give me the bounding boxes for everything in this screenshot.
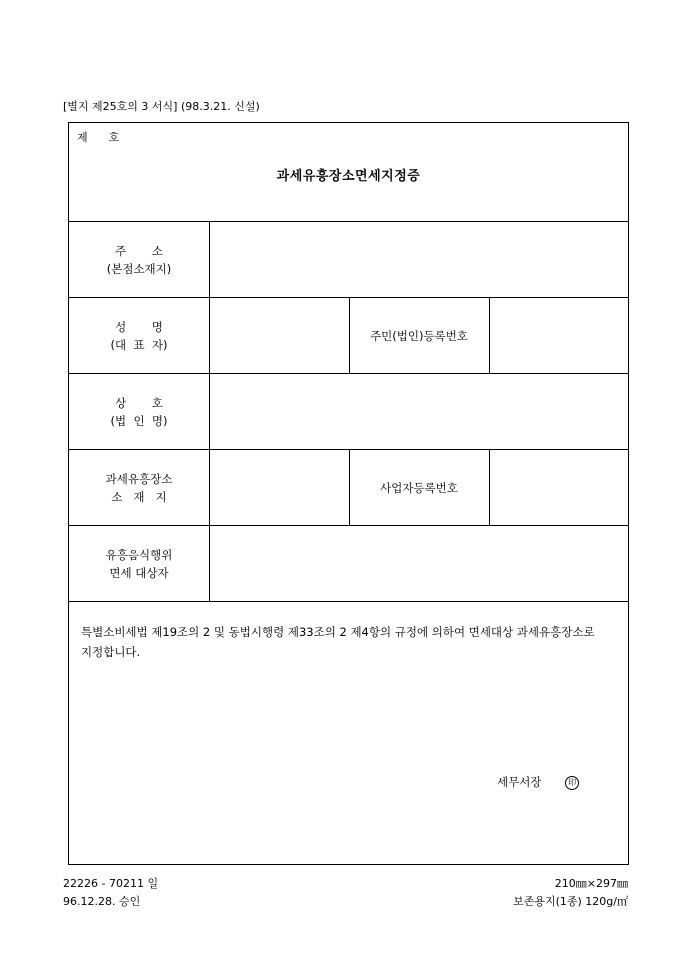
approval-date: 96.12.28. 승인 [63, 895, 141, 908]
venue-location-value[interactable] [210, 450, 349, 526]
address-label [69, 222, 209, 298]
title-block [69, 123, 628, 221]
document-number: 제 호 [77, 131, 120, 144]
name-value[interactable] [210, 298, 349, 374]
address-label-line2: (본점소재지) [106, 262, 172, 276]
statement-block [69, 601, 628, 864]
exempt-target-label [69, 526, 209, 602]
name-label-line1: 성 명 [115, 320, 163, 334]
row-venue-location [69, 449, 628, 526]
business-reg-no-value[interactable] [490, 450, 628, 526]
paper-size: 210㎜×297㎜ [554, 877, 628, 890]
trade-name-label [69, 374, 209, 450]
venue-location-label [69, 450, 209, 526]
paper-spec: 보존용지(1종) 120g/㎡ [513, 895, 628, 908]
address-label-line1: 주 소 [115, 244, 163, 258]
footer-paper-spec [513, 875, 628, 911]
venue-location-label-line2: 소 재 지 [111, 490, 167, 504]
footer-approval [63, 875, 158, 911]
resident-reg-no-value[interactable] [490, 298, 628, 374]
venue-location-label-line1: 과세유흥장소 [105, 472, 173, 486]
trade-name-label-line1: 상 호 [115, 396, 163, 410]
tax-office-head-label: 세무서장 [497, 775, 542, 789]
trade-name-label-line2: (법 인 명) [110, 414, 168, 428]
address-value[interactable] [210, 222, 628, 298]
seal-icon: 印 [565, 776, 579, 790]
form-reference: [별지 제25호의 3 서식] (98.3.21. 신설) [63, 100, 260, 113]
exempt-target-value[interactable] [210, 526, 628, 602]
name-label [69, 298, 209, 374]
row-address [69, 221, 628, 298]
row-exempt-target [69, 525, 628, 602]
signature-line [497, 774, 579, 790]
row-trade-name [69, 373, 628, 450]
designation-statement: 특별소비세법 제19조의 2 및 동법시행령 제33조의 2 제4항의 규정에 의하여 면세대상 과세유흥장소로 지정합니다. [81, 625, 595, 659]
business-reg-no-label: 사업자등록번호 [380, 481, 458, 495]
certificate-form [68, 122, 629, 865]
approval-code: 22226 - 70211 일 [63, 877, 159, 890]
trade-name-value[interactable] [210, 374, 628, 450]
page-title: 과세유흥장소면세지정증 [276, 169, 421, 184]
resident-reg-no-label: 주민(법인)등록번호 [370, 329, 468, 343]
exempt-target-label-line2: 면세 대상자 [109, 566, 169, 580]
row-name [69, 297, 628, 374]
exempt-target-label-line1: 유흥음식행위 [105, 548, 173, 562]
name-label-line2: (대 표 자) [110, 338, 168, 352]
